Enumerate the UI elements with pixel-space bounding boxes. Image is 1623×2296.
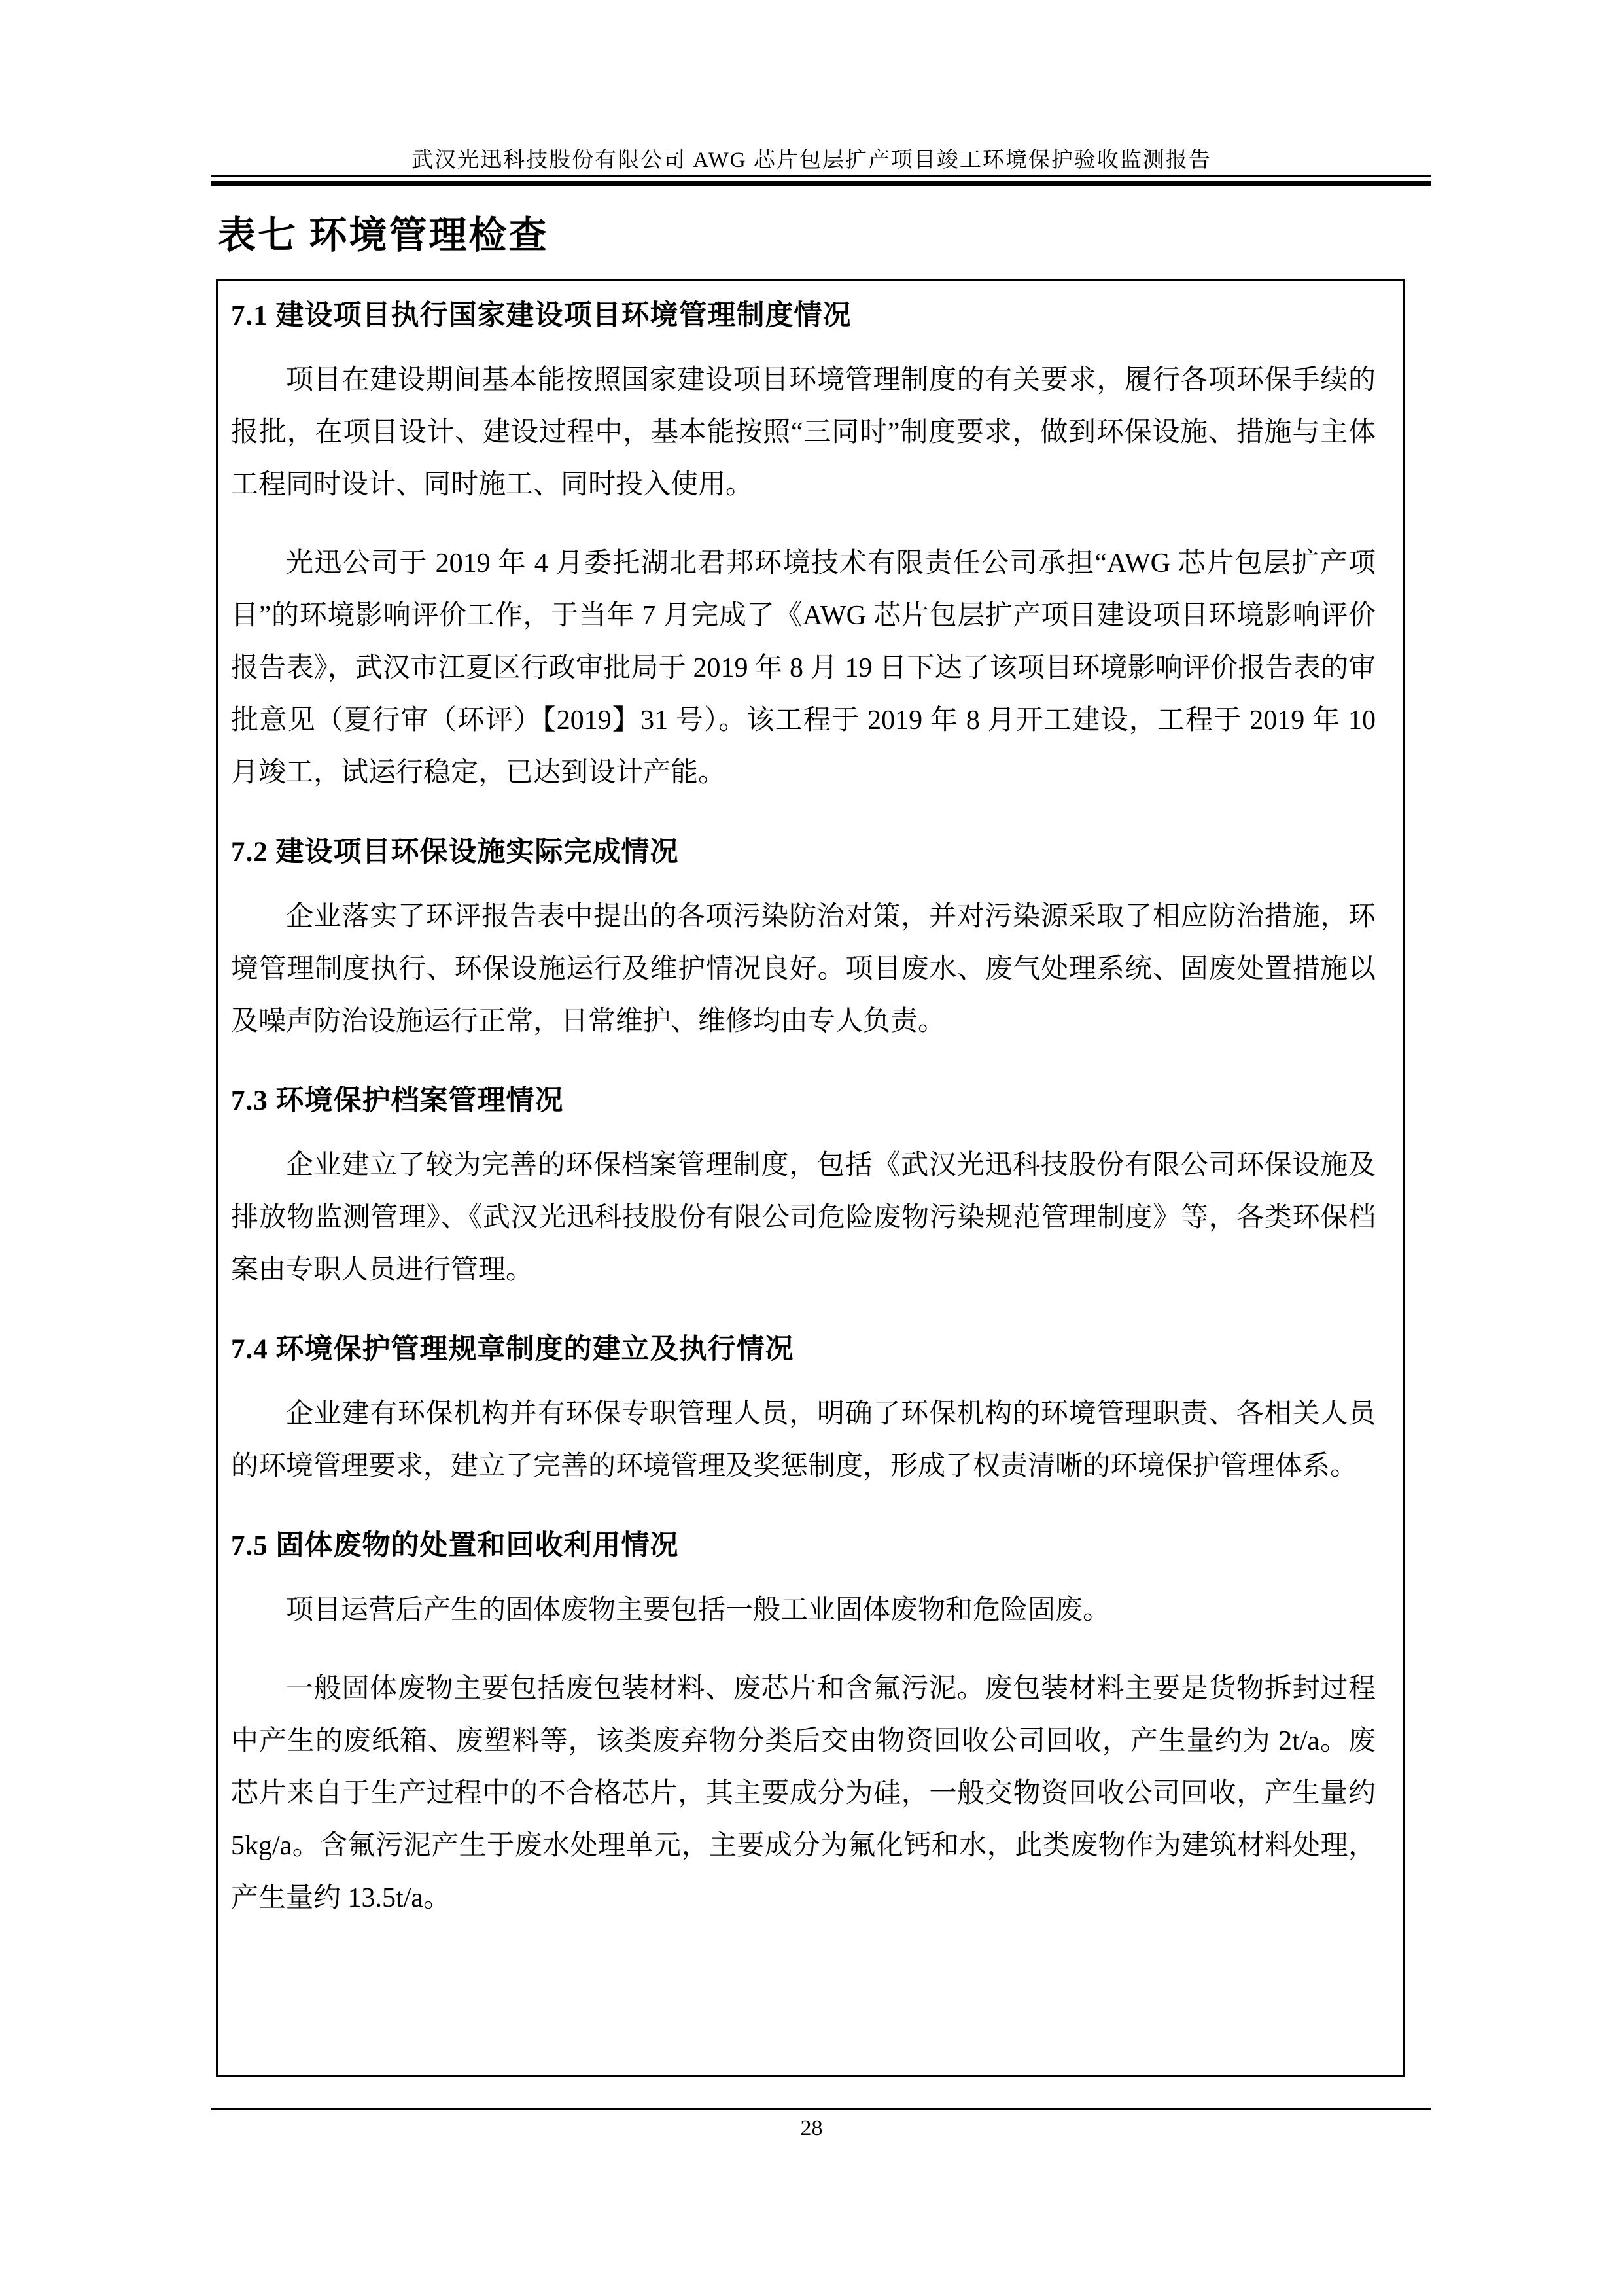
content-box [216, 279, 1405, 2077]
section-7-2-heading: 7.2 建设项目环保设施实际完成情况 [231, 837, 679, 868]
section-7-4-heading: 7.4 环境保护管理规章制度的建立及执行情况 [231, 1334, 794, 1365]
running-header: 武汉光迅科技股份有限公司 AWG 芯片包层扩产项目竣工环境保护验收监测报告 [411, 149, 1212, 172]
section-7-3-paragraph-1: 企业建立了较为完善的环保档案管理制度，包括《武汉光迅科技股份有限公司环保设施及排放物监测管理》、《武汉光迅科技股份有限公司危险废物污染规范管理制度》等，各类环保档案由专职人员进行管理。 [231, 1150, 1376, 1285]
section-7-5 [231, 1528, 1376, 1924]
header-rule-thick [211, 181, 1431, 186]
section-7-1 [231, 298, 1376, 799]
section-7-3 [231, 1083, 1376, 1296]
section-7-2 [231, 834, 1376, 1048]
section-7-4-paragraph-1: 企业建有环保机构并有环保专职管理人员，明确了环保机构的环境管理职责、各相关人员的环境管理要求，建立了完善的环境管理及奖惩制度，形成了权责清晰的环境保护管理体系。 [231, 1399, 1376, 1481]
header-rule-thin [211, 175, 1431, 177]
section-7-5-heading: 7.5 固体废物的处置和回收利用情况 [231, 1530, 679, 1561]
section-7-1-paragraph-2: 光迅公司于 2019 年 4 月委托湖北君邦环境技术有限责任公司承担“AWG 芯片包层扩产项目”的环境影响评价工作，于当年 7 月完成了《AWG 芯片包层扩产项目建设项目环境影响评价报告表》，武汉市江夏区行政审批局于 2019 年 8 月 19 日下达了该项目环境影响评价报告表的审批意见（夏行审（环评）【2019】31 号）。该工程于 2019 年 8 月开工建设，工程于 2019 年 10 月竣工，试运行稳定，已达到设计产能。 [231, 548, 1376, 788]
section-7-5-paragraph-2: 一般固体废物主要包括废包装材料、废芯片和含氟污泥。废包装材料主要是货物拆封过程中产生的废纸箱、废塑料等，该类废弃物分类后交由物资回收公司回收，产生量约为 2t/a。废芯片来自于生产过程中的不合格芯片，其主要成分为硅，一般交物资回收公司回收，产生量约 5kg/a。含氟污泥产生于废水处理单元，主要成分为氟化钙和水，此类废物作为建筑材料处理，产生量约 13.5t/a。 [231, 1674, 1376, 1913]
page-title: 表七 环境管理检查 [218, 214, 549, 256]
page-number: 28 [800, 2116, 823, 2140]
footer-rule [211, 2108, 1431, 2110]
section-7-5-paragraph-1: 项目运营后产生的固体废物主要包括一般工业固体废物和危险固废。 [286, 1595, 1111, 1625]
section-7-1-heading: 7.1 建设项目执行国家建设项目环境管理制度情况 [231, 300, 852, 331]
section-7-4 [231, 1332, 1376, 1492]
section-7-2-paragraph-1: 企业落实了环评报告表中提出的各项污染防治对策，并对污染源采取了相应防治措施，环境管理制度执行、环保设施运行及维护情况良好。项目废水、废气处理系统、固废处置措施以及噪声防治设施运行正常，日常维护、维修均由专人负责。 [231, 902, 1376, 1036]
section-7-3-heading: 7.3 环境保护档案管理情况 [231, 1086, 564, 1116]
section-7-1-paragraph-1: 项目在建设期间基本能按照国家建设项目环境管理制度的有关要求，履行各项环保手续的报批，在项目设计、建设过程中，基本能按照“三同时”制度要求，做到环保设施、措施与主体工程同时设计、同时施工、同时投入使用。 [231, 365, 1376, 500]
